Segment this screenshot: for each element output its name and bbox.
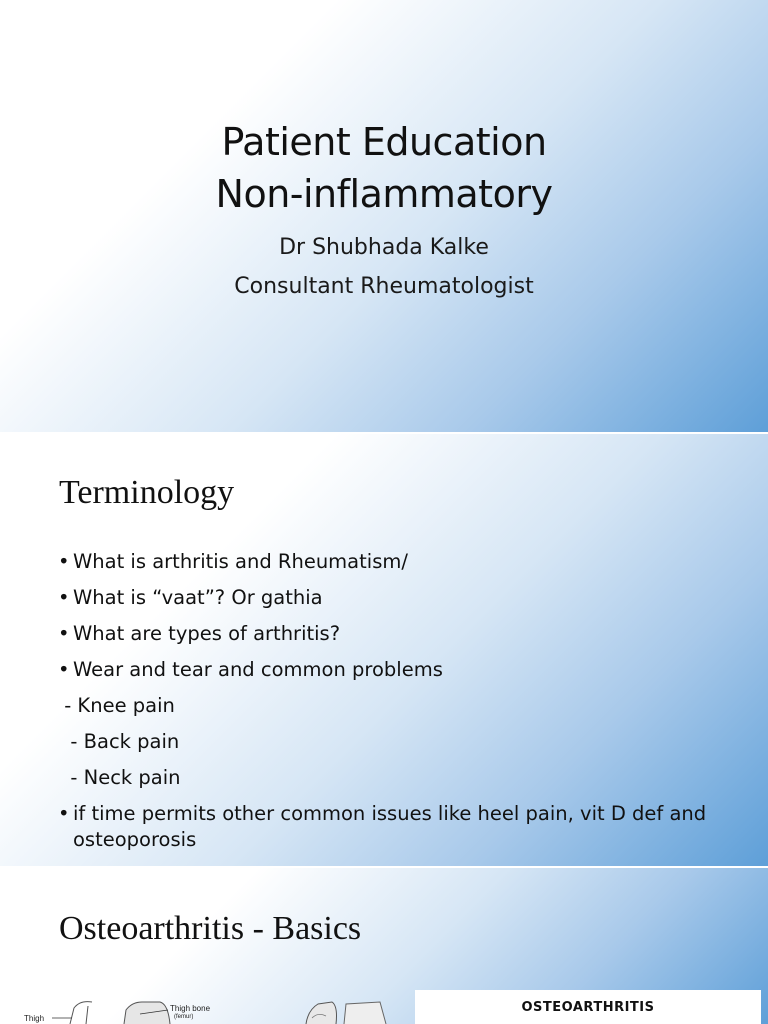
presenter-name: Dr Shubhada Kalke — [279, 235, 489, 260]
bullet-dot-icon: • — [58, 622, 70, 645]
bullet-item — [58, 621, 718, 647]
bullet-dot-icon: • — [58, 658, 70, 681]
bullet-text: if time permits other common issues like heel pain, vit D def and osteoporosis — [73, 802, 707, 851]
osteoarthritis-slide — [0, 868, 768, 1024]
knee-diagram — [0, 996, 410, 1024]
femur-label: (femur) — [174, 1014, 194, 1020]
thigh-bone-label: Thigh bone — [170, 1004, 211, 1013]
bullet-dot-icon: • — [58, 550, 70, 573]
slide-heading: Terminology — [59, 474, 235, 511]
bullet-item — [58, 549, 718, 575]
slide-title — [0, 116, 768, 220]
terminology-slide — [0, 434, 768, 866]
thigh-label: Thigh — [24, 1014, 45, 1023]
sub-item: - Neck pain — [58, 766, 181, 789]
presenter-role: Consultant Rheumatologist — [234, 274, 534, 299]
bullet-text: What is “vaat”? Or gathia — [73, 586, 323, 609]
osteoarthritis-panel — [415, 990, 761, 1024]
bullet-list — [58, 549, 718, 863]
title-line-2: Non-inflammatory — [215, 172, 553, 216]
bullet-item — [58, 585, 718, 611]
bullet-text: Wear and tear and common problems — [73, 658, 443, 681]
panel-title: OSTEOARTHRITIS — [521, 1000, 655, 1015]
slide-subtitle — [0, 228, 768, 306]
bullet-text: What are types of arthritis? — [73, 622, 341, 645]
bullet-dot-icon: • — [58, 586, 70, 609]
slide-heading: Osteoarthritis - Basics — [59, 910, 362, 947]
title-slide — [0, 0, 768, 432]
bullet-item — [58, 657, 718, 683]
title-line-1: Patient Education — [221, 120, 547, 164]
bullet-text: What is arthritis and Rheumatism/ — [73, 550, 408, 573]
bullet-dot-icon: • — [58, 802, 70, 825]
sub-item: - Back pain — [58, 730, 180, 753]
sub-item: - Knee pain — [58, 694, 175, 717]
bullet-item — [58, 801, 718, 853]
